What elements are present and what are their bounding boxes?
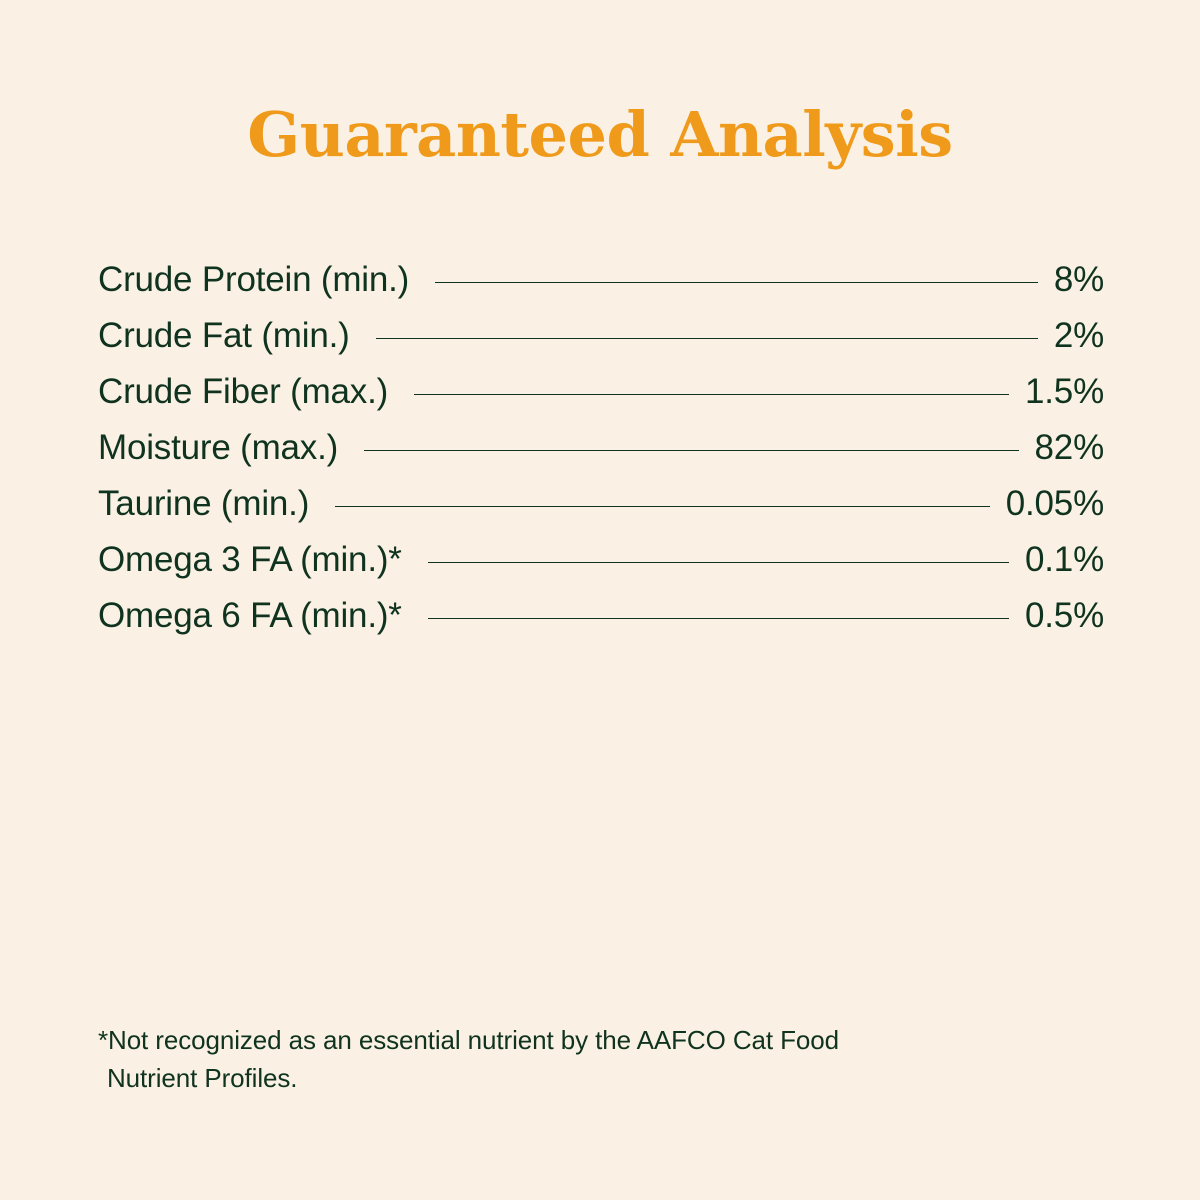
nutrient-label: Omega 6 FA (min.)* <box>98 596 402 635</box>
leader-line <box>364 450 1018 451</box>
leader-line <box>376 338 1038 339</box>
footnote-line-1: *Not recognized as an essential nutrient by the AAFCO Cat Food <box>98 1025 839 1055</box>
leader-line <box>428 618 1009 619</box>
nutrient-label: Omega 3 FA (min.)* <box>98 540 402 579</box>
leader-line <box>435 282 1038 283</box>
page-title: Guaranteed Analysis <box>247 98 953 171</box>
nutrient-label: Crude Protein (min.) <box>98 260 410 299</box>
table-row <box>98 308 1104 364</box>
analysis-table <box>98 252 1104 644</box>
nutrient-value: 8% <box>1053 260 1104 299</box>
table-row <box>98 364 1104 420</box>
table-row <box>98 476 1104 532</box>
nutrient-value: 82% <box>1034 428 1104 467</box>
nutrient-value: 0.5% <box>1025 596 1104 635</box>
leader-line <box>414 394 1009 395</box>
leader-line <box>428 562 1009 563</box>
nutrient-value: 0.1% <box>1025 540 1104 579</box>
nutrient-label: Moisture (max.) <box>98 428 339 467</box>
footnote-line-2: Nutrient Profiles. <box>107 1062 298 1093</box>
nutrient-label: Taurine (min.) <box>98 484 310 523</box>
leader-line <box>335 506 990 507</box>
table-row <box>98 420 1104 476</box>
table-row <box>98 588 1104 644</box>
nutrient-value: 2% <box>1053 316 1104 355</box>
nutrient-value: 0.05% <box>1005 484 1104 523</box>
nutrient-label: Crude Fat (min.) <box>98 316 350 355</box>
nutrient-label: Crude Fiber (max.) <box>98 372 389 411</box>
table-row <box>98 252 1104 308</box>
footnote <box>98 1022 1078 1097</box>
table-row <box>98 532 1104 588</box>
nutrient-value: 1.5% <box>1025 372 1104 411</box>
